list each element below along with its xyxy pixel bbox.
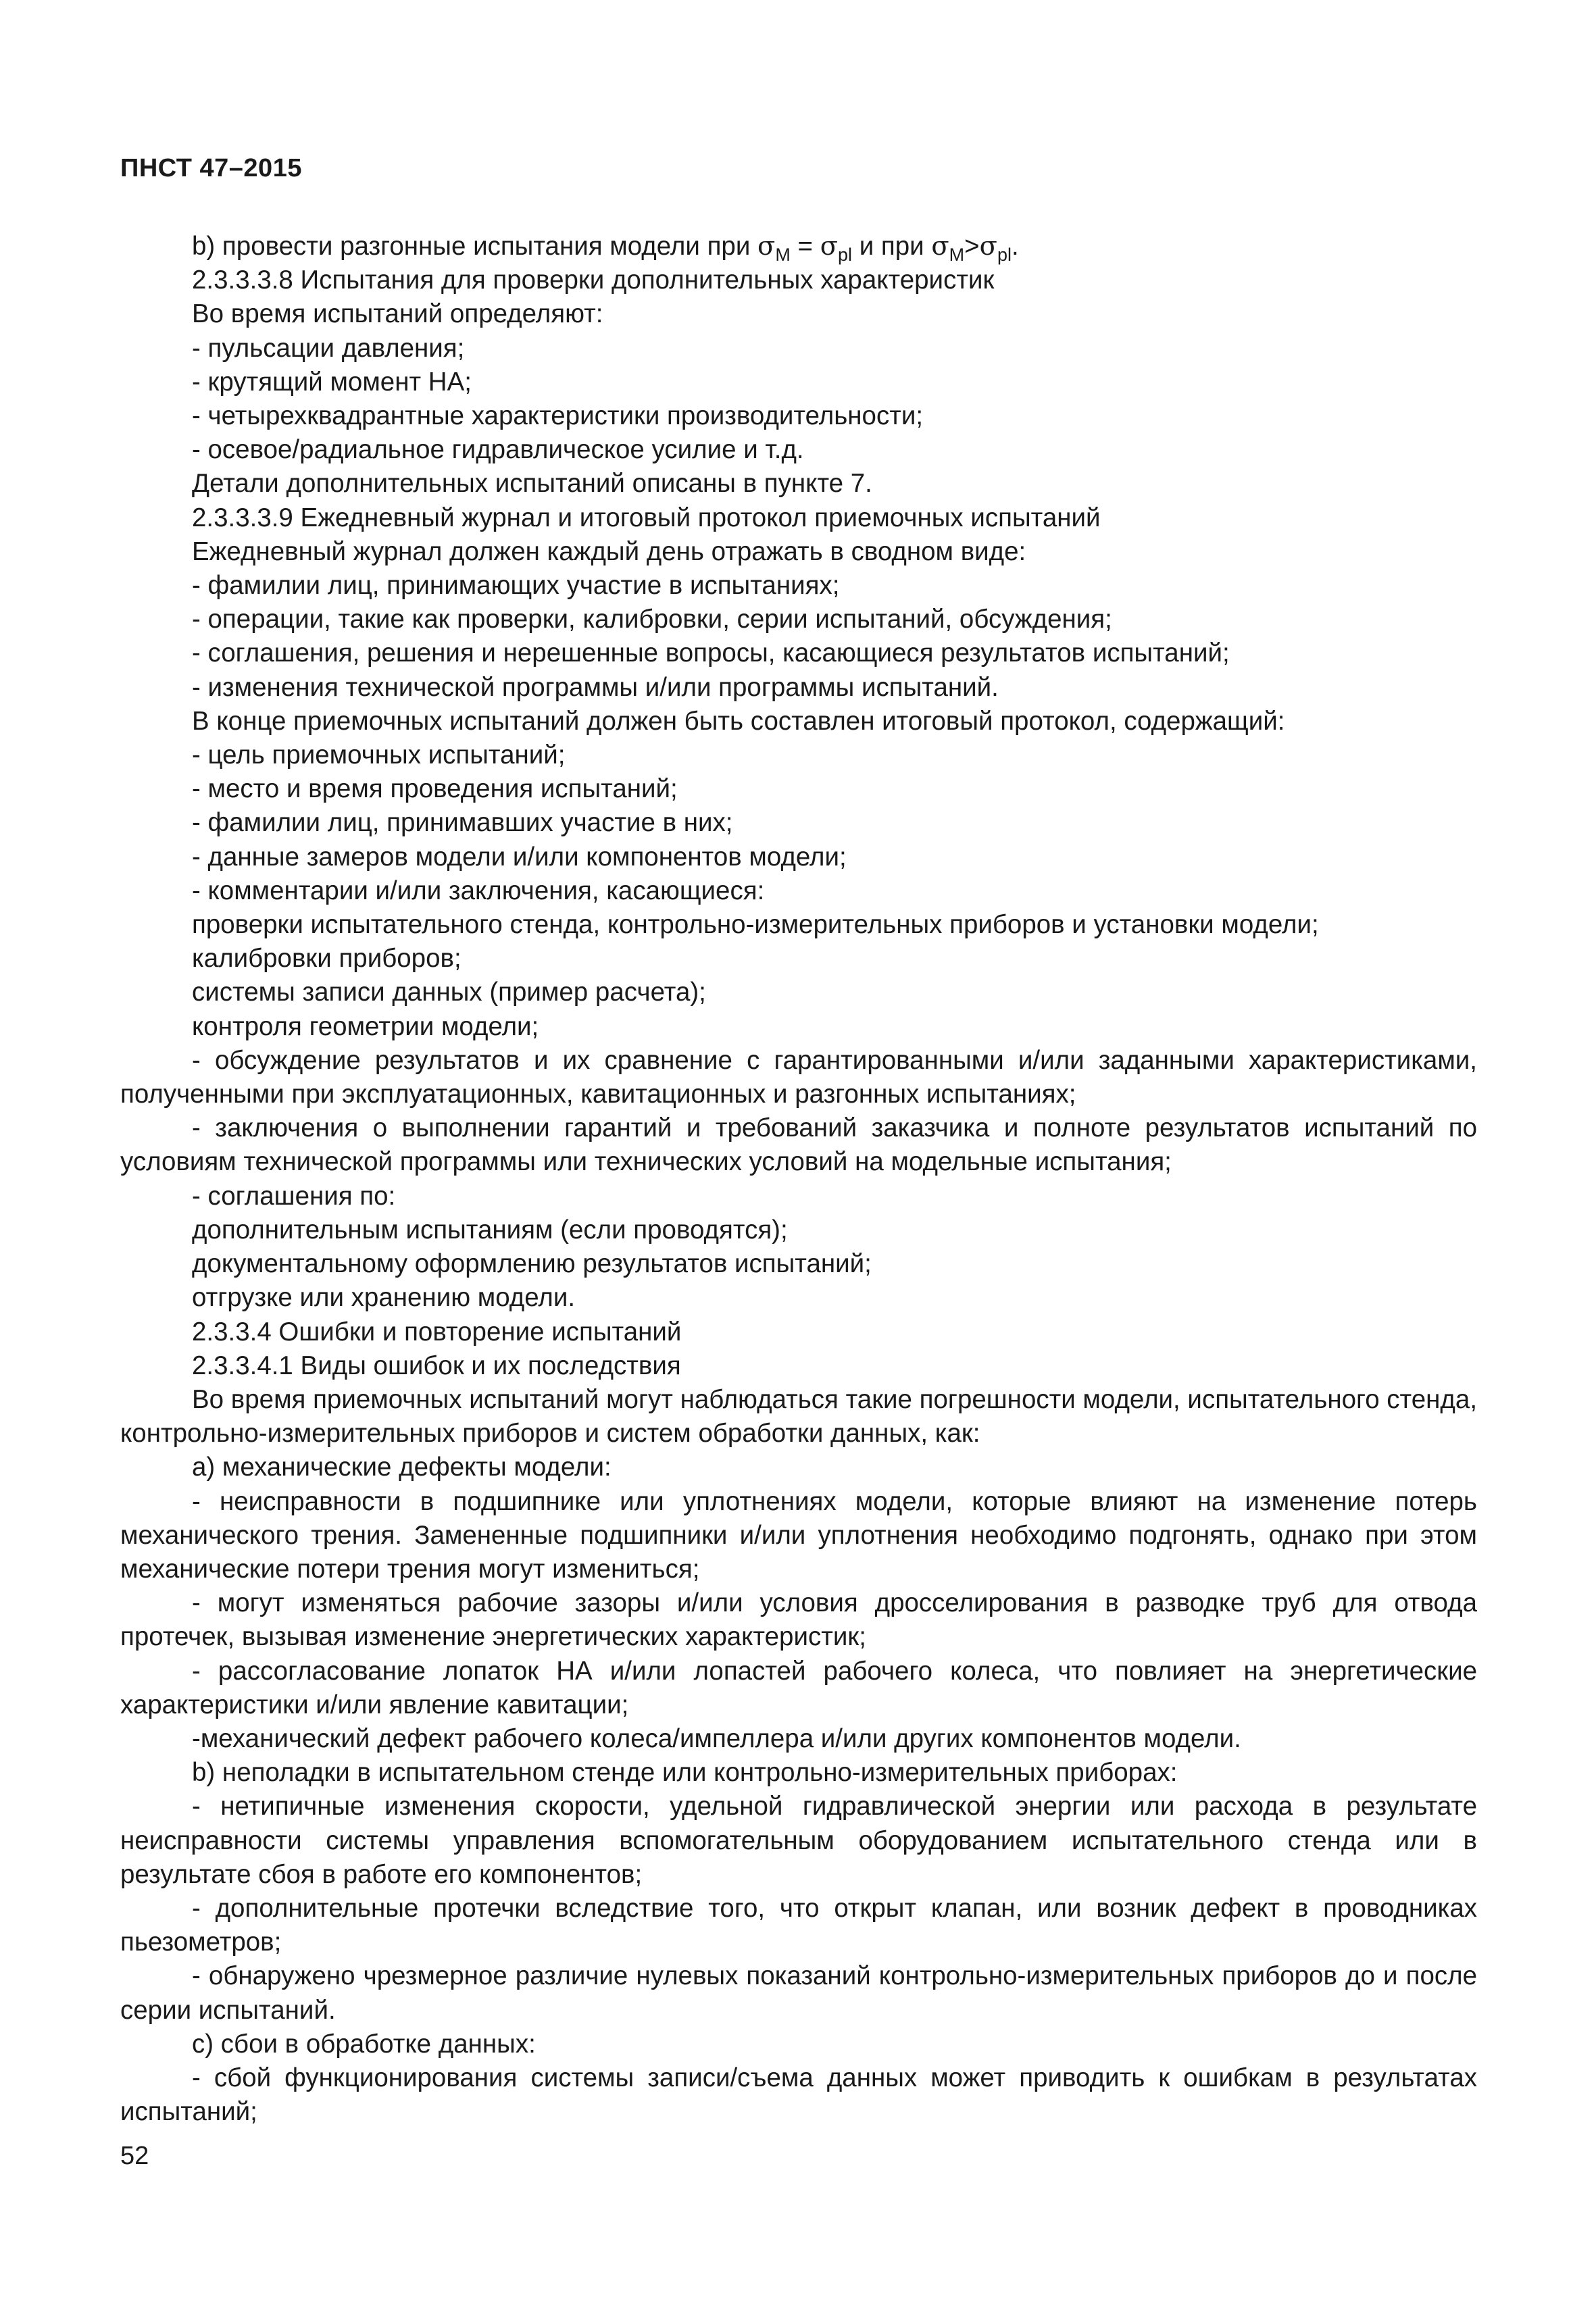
list-item: - пульсации давления; bbox=[192, 333, 465, 363]
list-item: калибровки приборов; bbox=[192, 944, 462, 974]
list-item: - место и время проведения испытаний; bbox=[192, 774, 678, 804]
section-heading: 2.3.3.3.9 Ежедневный журнал и итоговый протокол приемочных испытаний bbox=[192, 503, 1101, 532]
document-body bbox=[120, 230, 1477, 2129]
section-heading: 2.3.3.4.1 Виды ошибок и их последствия bbox=[192, 1351, 681, 1380]
list-item: - обсуждение результатов и их сравнение с гарантированными и/или заданными характеристиками, полученными при эксплуатационных, кавитационных и разгонных испытаниях; bbox=[120, 1045, 1477, 1109]
list-item: - нетипичные изменения скорости, удельной гидравлической энергии или расхода в результате неисправности системы управления вспомогательным оборудованием испытательного стенда или в результате сбоя в работе его компонентов; bbox=[120, 1792, 1477, 1889]
list-item: - изменения технической программы и/или программы испытаний. bbox=[192, 672, 999, 702]
paragraph: Во время испытаний определяют: bbox=[192, 299, 603, 329]
list-item: -механический дефект рабочего колеса/импеллера и/или других компонентов модели. bbox=[192, 1724, 1241, 1753]
list-item: с) сбои в обработке данных: bbox=[192, 2029, 536, 2059]
list-item: - обнаружено чрезмерное различие нулевых показаний контрольно-измерительных приборов до и после серии испытаний. bbox=[120, 1961, 1477, 2025]
paragraph: Во время приемочных испытаний могут наблюдаться такие погрешности модели, испытательного стенда, контрольно-измерительных приборов и систем обработки данных, как: bbox=[120, 1384, 1478, 1449]
list-item: контроля геометрии модели; bbox=[192, 1011, 539, 1041]
list-item: - крутящий момент НА; bbox=[192, 367, 472, 397]
list-item: - соглашения, решения и нерешенные вопросы, касающиеся результатов испытаний; bbox=[192, 638, 1230, 668]
list-item: отгрузке или хранению модели. bbox=[192, 1283, 576, 1313]
list-item: - операции, такие как проверки, калибровки, серии испытаний, обсуждения; bbox=[192, 605, 1112, 634]
list-item: b) неполадки в испытательном стенде или контрольно-измерительных приборах: bbox=[192, 1758, 1178, 1788]
list-item: - осевое/радиальное гидравлическое усилие и т.д. bbox=[192, 435, 804, 465]
list-item: - четырехквадрантные характеристики производительности; bbox=[192, 401, 924, 431]
list-item: - соглашения по: bbox=[192, 1181, 396, 1211]
paragraph: Ежедневный журнал должен каждый день отражать в сводном виде: bbox=[192, 536, 1026, 566]
list-item: дополнительным испытаниям (если проводятся); bbox=[192, 1215, 788, 1244]
list-item: - фамилии лиц, принимающих участие в испытаниях; bbox=[192, 571, 840, 601]
list-item: - рассогласование лопаток НА и/или лопастей рабочего колеса, что повлияет на энергетические характеристики и/или явление кавитации; bbox=[120, 1656, 1477, 1719]
list-item: - неисправности в подшипнике или уплотнениях модели, которые влияют на изменение потерь механического трения. Замененные подшипники и/или уплотнения необходимо подгонять, однако при этом механические потери трения могут измениться; bbox=[120, 1486, 1477, 1584]
list-item: - комментарии и/или заключения, касающиеся: bbox=[192, 876, 765, 905]
paragraph: В конце приемочных испытаний должен быть составлен итоговый протокол, содержащий: bbox=[192, 706, 1285, 736]
list-item: - сбой функционирования системы записи/съема данных может приводить к ошибкам в результатах испытаний; bbox=[120, 2063, 1477, 2127]
paragraph: Детали дополнительных испытаний описаны в пункте 7. bbox=[192, 469, 872, 499]
section-heading: 2.3.3.3.8 Испытания для проверки дополнительных характеристик bbox=[192, 266, 995, 295]
list-item: - заключения о выполнении гарантий и требований заказчика и полноте результатов испытаний по условиям технической программы или технических условий на модельные испытания; bbox=[120, 1113, 1477, 1177]
document-code-header: ПНСТ 47–2015 bbox=[120, 154, 302, 182]
list-item: - могут изменяться рабочие зазоры и/или условия дросселирования в разводке труб для отвода протечек, вызывая изменение энергетических характеристик; bbox=[120, 1588, 1477, 1652]
list-item: документальному оформлению результатов испытаний; bbox=[192, 1249, 872, 1279]
list-item: - дополнительные протечки вследствие того, что открыт клапан, или возник дефект в проводниках пьезометров; bbox=[120, 1893, 1477, 1957]
page-number: 52 bbox=[120, 2142, 149, 2170]
section-heading: 2.3.3.4 Ошибки и повторение испытаний bbox=[192, 1317, 682, 1347]
list-item: - данные замеров модели и/или компонентов модели; bbox=[192, 842, 847, 872]
list-item: а) механические дефекты модели: bbox=[192, 1453, 612, 1482]
list-item: системы записи данных (пример расчета); bbox=[192, 978, 706, 1007]
list-item: - фамилии лиц, принимавших участие в них; bbox=[192, 808, 733, 838]
formula-paragraph: b) провести разгонные испытания модели при $\sigma_M = \sigma_{pl}$ и при $\sigma_M>\sigma_{pl}$. bbox=[192, 231, 1019, 265]
list-item: проверки испытательного стенда, контрольно-измерительных приборов и установки модели; bbox=[192, 910, 1319, 940]
list-item: - цель приемочных испытаний; bbox=[192, 740, 566, 770]
